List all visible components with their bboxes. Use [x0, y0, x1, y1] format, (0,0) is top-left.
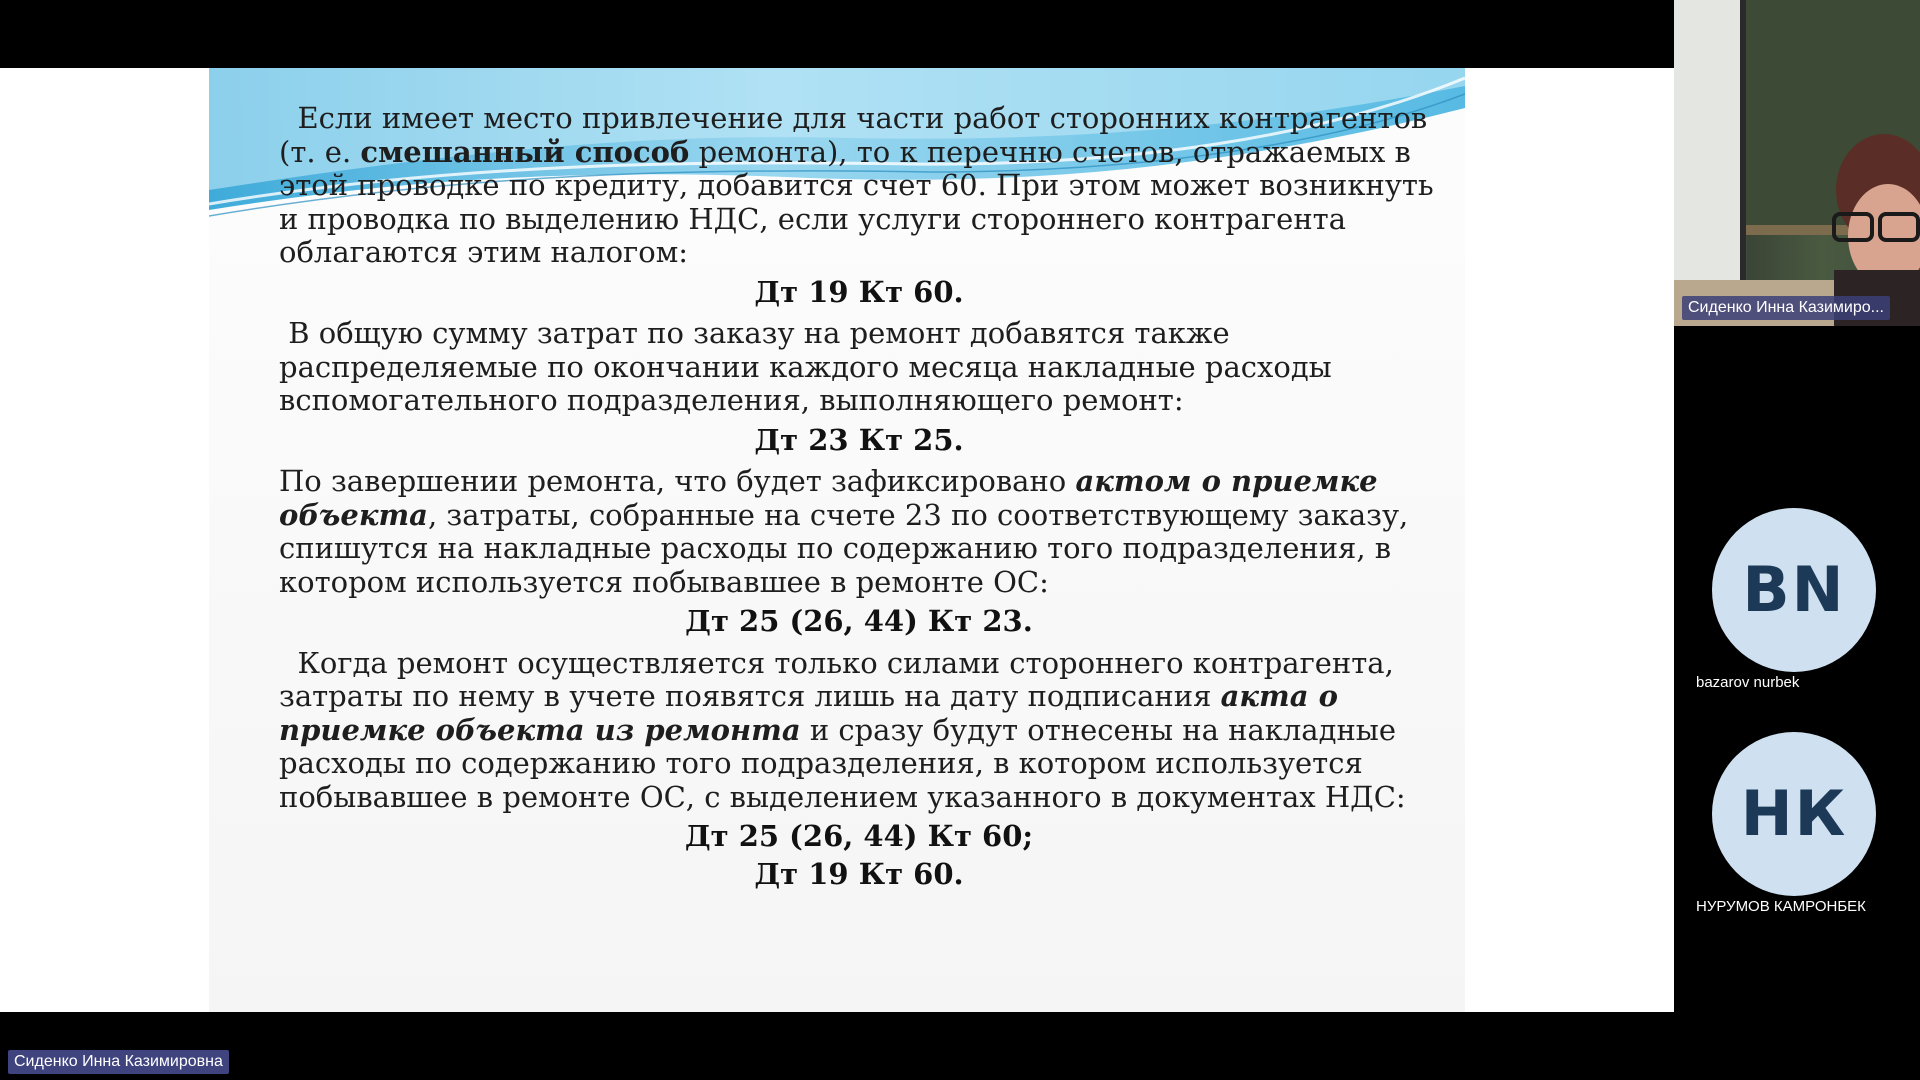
shared-slide-frame	[0, 68, 1674, 1012]
participant-avatar-nk[interactable]: НК	[1712, 732, 1876, 896]
paragraph-mixed-repair: Если имеет место привлечение для части работ сторонних контрагентов (т. е. смешанный способ ремонта), то к перечню счетов, отражаемых в этой проводке по кредиту, добавится счет 60. При этом может возникнуть и проводка по выделению НДС, если услуги стороннего контрагента облагаются этим налогом:	[279, 101, 1434, 269]
presentation-slide	[209, 68, 1465, 1012]
accounting-entry-5: Дт 19 Кт 60.	[754, 856, 964, 891]
emphasis-repair-acceptance-act: акта о приемке объекта из ремонта	[279, 679, 1338, 747]
presenter-name-tag: Сиденко Инна Казимировна	[8, 1050, 229, 1074]
accounting-entry-1: Дт 19 Кт 60.	[754, 274, 964, 309]
paragraph-external-contractor: Когда ремонт осуществляется только силами стороннего контрагента, затраты по нему в учете появятся лишь на дату подписания акта о приемке объекта из ремонта и сразу будут отнесены на накладные расходы по содержанию того подразделения, в котором используется побывавшее в ремонте ОС, с выделением указанного в документах НДС:	[279, 645, 1406, 814]
participant-name-2: НУРУМОВ КАМРОНБЕК	[1696, 898, 1866, 915]
accounting-entry-2: Дт 23 Кт 25.	[754, 422, 964, 457]
emphasis-acceptance-act: актом о приемке объекта	[279, 464, 1378, 532]
emphasis-mixed-method: смешанный способ	[360, 134, 690, 169]
participant-name-1: bazarov nurbek	[1696, 674, 1800, 691]
participant-avatar-bn[interactable]: BN	[1712, 508, 1876, 672]
speaker-name-tag: Сиденко Инна Казимиро...	[1682, 296, 1890, 320]
speaker-video-image	[1674, 0, 1920, 326]
accounting-entry-4: Дт 25 (26, 44) Кт 60;	[684, 819, 1034, 853]
speaker-video-tile[interactable]	[1674, 0, 1920, 326]
accounting-entry-3: Дт 25 (26, 44) Кт 23.	[685, 604, 1033, 638]
slide-body-text	[279, 102, 1439, 899]
paragraph-overhead: В общую сумму затрат по заказу на ремонт добавятся также распределяемые по окончании каждого месяца накладные расходы вспомогательного подразделения, выполняющего ремонт:	[279, 316, 1332, 417]
paragraph-completion: По завершении ремонта, что будет зафиксировано актом о приемке объекта, затраты, собранные на счете 23 по соответствующему заказу, спишутся на накладные расходы по содержанию того подразделения, в котором используется побывавшее в ремонте ОС:	[279, 464, 1409, 599]
participants-panel	[1674, 0, 1920, 1080]
